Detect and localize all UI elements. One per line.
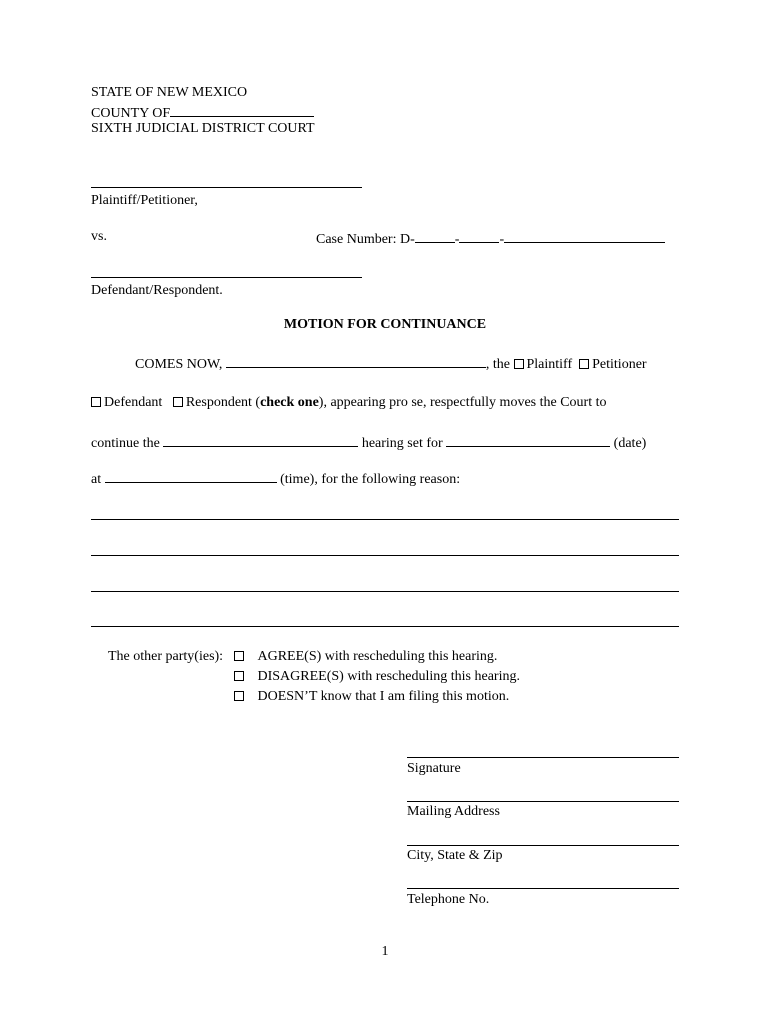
hearing-type-blank[interactable]	[163, 432, 358, 447]
unaware-label: DOESN’T know that I am filing this motion.	[257, 689, 510, 704]
case-number-blank-3[interactable]	[504, 228, 665, 243]
telephone-label: Telephone No.	[407, 892, 490, 907]
defendant-checkbox[interactable]	[91, 397, 101, 407]
appearing-text: ), appearing pro se, respectfully moves the Court to	[318, 395, 607, 410]
continue-the-label: continue the	[91, 436, 160, 451]
vs-label: vs.	[91, 229, 107, 244]
defendant-name-line[interactable]	[91, 277, 362, 278]
petitioner-checkbox[interactable]	[579, 359, 589, 369]
telephone-line[interactable]	[407, 888, 679, 889]
hearing-time-blank[interactable]	[105, 468, 277, 483]
case-number-dash-2: -	[499, 232, 505, 247]
disagree-label: DISAGREE(S) with rescheduling this hearing.	[257, 669, 520, 684]
time-line	[91, 468, 460, 489]
plaintiff-name-line[interactable]	[91, 187, 362, 188]
party-name-blank[interactable]	[226, 353, 486, 368]
unaware-checkbox[interactable]	[234, 691, 244, 701]
reason-line-4[interactable]	[91, 626, 679, 627]
hearing-set-for-label: hearing set for	[361, 436, 443, 451]
motion-title: MOTION FOR CONTINUANCE	[283, 317, 487, 332]
county-blank[interactable]	[170, 102, 314, 117]
case-number-blank-2[interactable]	[459, 228, 499, 243]
mailing-address-line[interactable]	[407, 801, 679, 802]
time-reason-text: (time), for the following reason:	[280, 472, 461, 487]
continue-line	[91, 432, 646, 453]
comes-now-label: COMES NOW,	[135, 357, 223, 372]
case-number-dash-1: -	[454, 232, 460, 247]
reason-line-3[interactable]	[91, 591, 679, 592]
plaintiff-checkbox[interactable]	[514, 359, 524, 369]
other-party-option-agree	[234, 648, 497, 666]
header-state: STATE OF NEW MEXICO	[91, 85, 248, 100]
city-state-zip-label: City, State & Zip	[407, 848, 503, 863]
the-label: , the	[485, 357, 510, 372]
city-state-zip-line[interactable]	[407, 845, 679, 846]
comes-now-line	[135, 353, 647, 374]
other-party-option-disagree	[234, 668, 520, 686]
reason-line-1[interactable]	[91, 519, 679, 520]
county-label: COUNTY OF	[91, 106, 171, 121]
other-party-option-unaware	[234, 688, 509, 706]
at-label: at	[91, 472, 102, 487]
party-role-line	[91, 394, 607, 412]
defendant-label: Defendant/Respondent.	[91, 283, 223, 298]
respondent-option: Respondent (	[185, 395, 261, 410]
agree-label: AGREE(S) with rescheduling this hearing.	[257, 649, 498, 664]
date-label: (date)	[613, 436, 647, 451]
defendant-option: Defendant	[104, 395, 163, 410]
other-party-label: The other party(ies):	[108, 649, 224, 664]
respondent-checkbox[interactable]	[173, 397, 183, 407]
petitioner-option: Petitioner	[592, 357, 647, 372]
reason-line-2[interactable]	[91, 555, 679, 556]
check-one-note: check one	[260, 395, 319, 410]
page-number: 1	[381, 944, 389, 959]
disagree-checkbox[interactable]	[234, 671, 244, 681]
plaintiff-label: Plaintiff/Petitioner,	[91, 193, 198, 208]
case-number-label: Case Number: D-	[316, 232, 415, 247]
case-number-blank-1[interactable]	[415, 228, 455, 243]
signature-line[interactable]	[407, 757, 679, 758]
header-court: SIXTH JUDICIAL DISTRICT COURT	[91, 121, 315, 136]
signature-label: Signature	[407, 761, 461, 776]
plaintiff-option: Plaintiff	[526, 357, 573, 372]
hearing-date-blank[interactable]	[446, 432, 610, 447]
agree-checkbox[interactable]	[234, 651, 244, 661]
mailing-address-label: Mailing Address	[407, 804, 500, 819]
case-number	[316, 228, 665, 249]
